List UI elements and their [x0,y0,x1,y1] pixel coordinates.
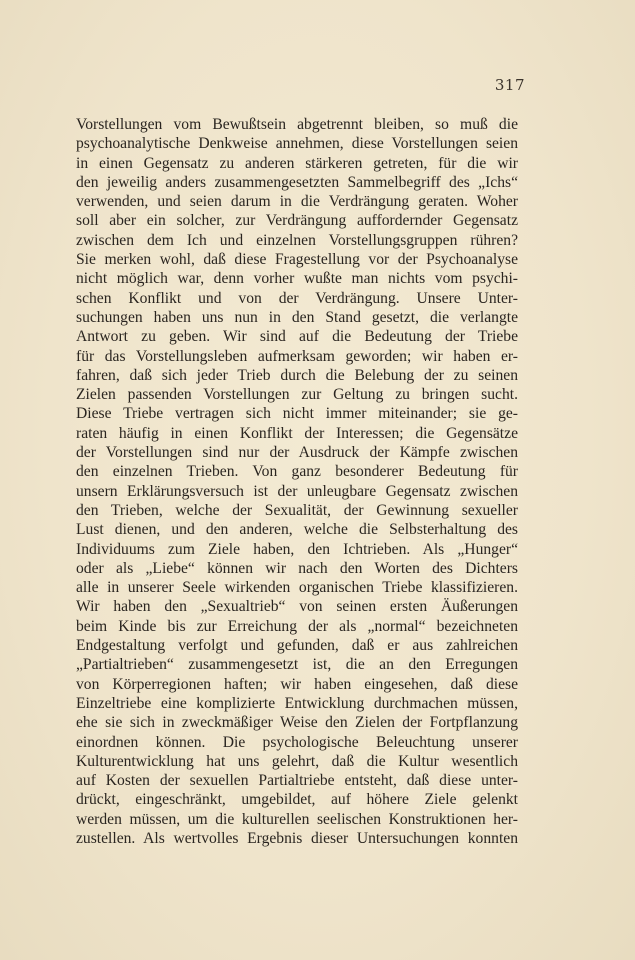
text-line: Zielen passenden Vorstellungen zur Geltung zu bringen sucht. [76,386,518,404]
text-line: Diese Triebe vertragen sich nicht immer miteinander; sie ge- [76,405,518,423]
page-number: 317 [494,76,525,94]
text-line: schen Konflikt und von der Verdrängung. Unsere Unter- [76,289,518,307]
text-line: alle in unserer Seele wirkenden organischen Triebe klassifizieren. [76,579,518,597]
text-line: den jeweilig anders zusammengesetzten Sammelbegriff des „Ichs“ [76,173,518,191]
text-line: in einen Gegensatz zu anderen stärkeren getreten, für die wir [76,154,518,172]
text-line: von Körperregionen haften; wir haben eingesehen, daß diese [76,675,518,693]
text-line: drückt, eingeschränkt, umgebildet, auf höhere Ziele gelenkt [76,791,518,809]
text-line: Wir haben den „Sexualtrieb“ von seinen ersten Äußerungen [76,598,518,616]
text-line: Endgestaltung verfolgt und gefunden, daß er aus zahlreichen [76,637,518,655]
text-line: Individuums zum Ziele haben, den Ichtrieben. Als „Hunger“ [76,540,518,558]
text-line: raten häufig in einen Konflikt der Interessen; die Gegensätze [76,424,518,442]
text-line: psychoanalytische Denkweise annehmen, diese Vorstellungen seien [76,135,518,153]
text-line: Kulturentwicklung hat uns gelehrt, daß die Kultur wesentlich [76,752,518,770]
text-line: den einzelnen Trieben. Von ganz besonderer Bedeutung für [76,463,518,481]
text-line: der Vorstellungen sind nur der Ausdruck der Kämpfe zwischen [76,444,518,462]
text-line: für das Vorstellungsleben aufmerksam geworden; wir haben er- [76,347,518,365]
body-text [76,115,518,848]
text-line: „Partialtrieben“ zusammengesetzt ist, die an den Erregungen [76,656,518,674]
text-line: verwenden, und seien darum in die Verdrängung geraten. Woher [76,193,518,211]
text-line: ehe sie sich in zweckmäßiger Weise den Zielen der Fortpflanzung [76,714,518,732]
text-line: zustellen. Als wertvolles Ergebnis dieser Untersuchungen konnten [76,829,518,847]
text-line: werden müssen, um die kulturellen seelischen Konstruktionen her- [76,810,518,828]
text-line: auf Kosten der sexuellen Partialtriebe entsteht, daß diese unter- [76,772,518,790]
text-line: unsern Erklärungsversuch ist der unleugbare Gegensatz zwischen [76,482,518,500]
text-line: Vorstellungen vom Bewußtsein abgetrennt bleiben, so muß die [76,116,518,133]
text-line: Sie merken wohl, daß diese Fragestellung vor der Psychoanalyse [76,251,518,269]
text-line: Lust dienen, und den anderen, welche die Selbsterhaltung des [76,521,518,539]
text-line: zwischen dem Ich und einzelnen Vorstellungsgruppen rühren? [76,231,518,249]
text-line: soll aber ein solcher, zur Verdrängung auffordernder Gegensatz [76,212,518,230]
text-line: oder als „Liebe“ können wir nach den Worten des Dichters [76,559,518,577]
text-line: nicht möglich war, denn vorher wußte man nichts vom psychi- [76,270,518,288]
text-line: suchungen haben uns nun in den Stand gesetzt, die verlangte [76,308,518,326]
text-line: einordnen können. Die psychologische Beleuchtung unserer [76,733,518,751]
text-line: beim Kinde bis zur Erreichung der als „normal“ bezeichneten [76,617,518,635]
text-line: Einzeltriebe eine komplizierte Entwicklung durchmachen müssen, [76,694,518,712]
text-line: Antwort zu geben. Wir sind auf die Bedeutung der Triebe [76,328,518,346]
text-line: den Trieben, welche der Sexualität, der Gewinnung sexueller [76,501,518,519]
text-line: fahren, daß sich jeder Trieb durch die Belebung der zu seinen [76,366,518,384]
